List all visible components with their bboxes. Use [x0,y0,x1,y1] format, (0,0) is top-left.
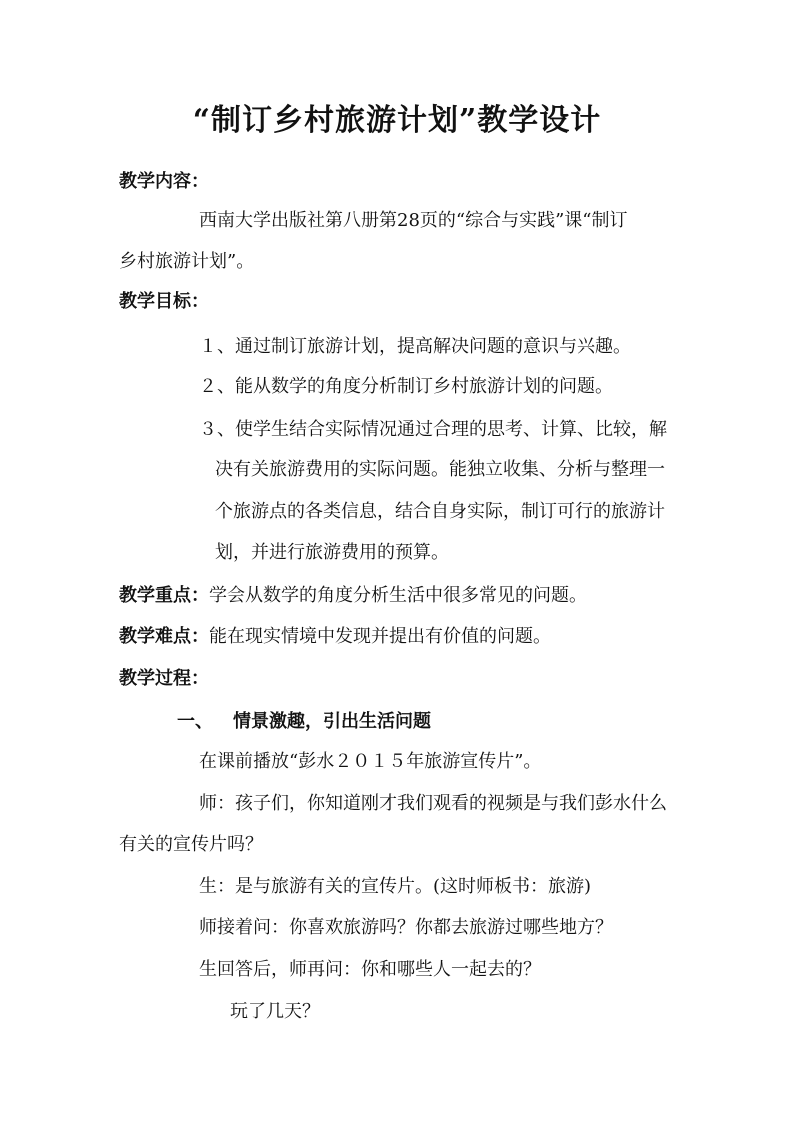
process-paragraph-5: 生回答后，师再问：你和哪些人一起去的？ [199,959,541,980]
content-line-1: 西南大学出版社第八册第28页的“综合与实践”课“制订 [199,210,628,231]
difficulty [119,625,551,649]
section-1-number: 一、 [177,711,213,732]
key-point-text: 学会从数学的角度分析生活中很多常见的问题。 [209,585,587,606]
key-point [119,584,587,608]
page-title: “制订乡村旅游计划”教学设计 [192,103,602,138]
process-paragraph-3: 生：是与旅游有关的宣传片。(这时师板书：旅游) [199,876,592,897]
content-heading: 教学内容： [119,171,209,192]
process-heading: 教学过程： [119,668,209,689]
section-1-title: 情景激趣，引出生活问题 [233,711,431,732]
process-paragraph-2-line-1: 师：孩子们，你知道刚才我们观看的视频是与我们彭水什么 [199,793,667,814]
key-point-label: 教学重点： [119,585,209,606]
process-paragraph-4: 师接着问：你喜欢旅游吗？你都去旅游过哪些地方？ [199,917,613,938]
content-line-2: 乡村旅游计划”。 [119,251,255,272]
process-paragraph-6: 玩了几天？ [230,1001,320,1022]
goal-3-line-3: 个旅游点的各类信息，结合自身实际，制订可行的旅游计 [215,501,665,522]
goals-heading: 教学目标： [119,291,209,312]
difficulty-label: 教学难点： [119,626,209,647]
goal-3-line-1: ３、使学生结合实际情况通过合理的思考、计算、比较，解 [199,419,667,440]
goal-1: １、通过制订旅游计划，提高解决问题的意识与兴趣。 [199,336,631,357]
difficulty-text: 能在现实情境中发现并提出有价值的问题。 [209,626,551,647]
process-paragraph-2-line-2: 有关的宣传片吗？ [119,834,263,855]
goal-2: ２、能从数学的角度分析制订乡村旅游计划的问题。 [199,376,613,397]
process-paragraph-1: 在课前播放“彭水２０１５年旅游宣传片”。 [199,751,542,772]
goal-3-line-2: 决有关旅游费用的实际问题。能独立收集、分析与整理一 [215,459,665,480]
goal-3-line-4: 划，并进行旅游费用的预算。 [215,542,449,563]
